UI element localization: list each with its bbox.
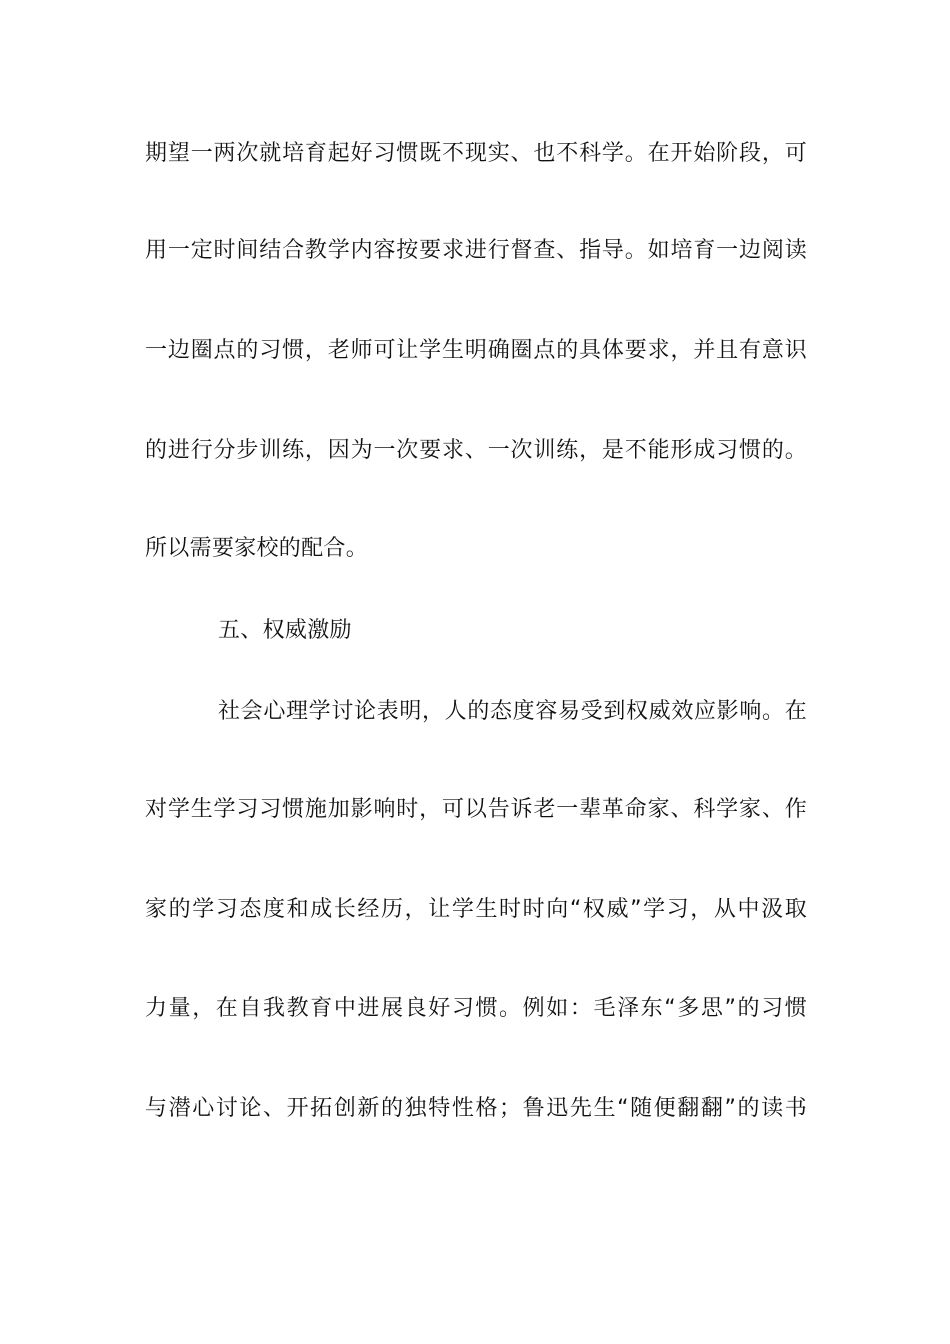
paragraph-line-5: 与潜心讨论、开拓创新的独特性格；鲁迅先生“随便翻翻”的读书	[145, 1096, 807, 1121]
body-line-4: 的进行分步训练，因为一次要求、一次训练，是不能形成习惯的。	[145, 438, 807, 463]
paragraph-line-2: 对学生学习习惯施加影响时，可以告诉老一辈革命家、科学家、作	[145, 797, 807, 822]
paragraph-line-1: 社会心理学讨论表明，人的态度容易受到权威效应影响。在	[218, 699, 807, 724]
paragraph-line-4: 力量，在自我教育中进展良好习惯。例如：毛泽东“多思”的习惯	[145, 996, 807, 1021]
body-line-5: 所以需要家校的配合。	[145, 536, 369, 561]
paragraph-line-3: 家的学习态度和成长经历，让学生时时向“权威”学习，从中汲取	[145, 897, 807, 922]
body-line-2: 用一定时间结合教学内容按要求进行督查、指导。如培育一边阅读	[145, 238, 807, 263]
body-line-3: 一边圈点的习惯，老师可让学生明确圈点的具体要求，并且有意识	[145, 338, 807, 363]
section-heading: 五、权威激励	[218, 618, 352, 643]
body-line-1: 期望一两次就培育起好习惯既不现实、也不科学。在开始阶段，可	[145, 141, 807, 166]
